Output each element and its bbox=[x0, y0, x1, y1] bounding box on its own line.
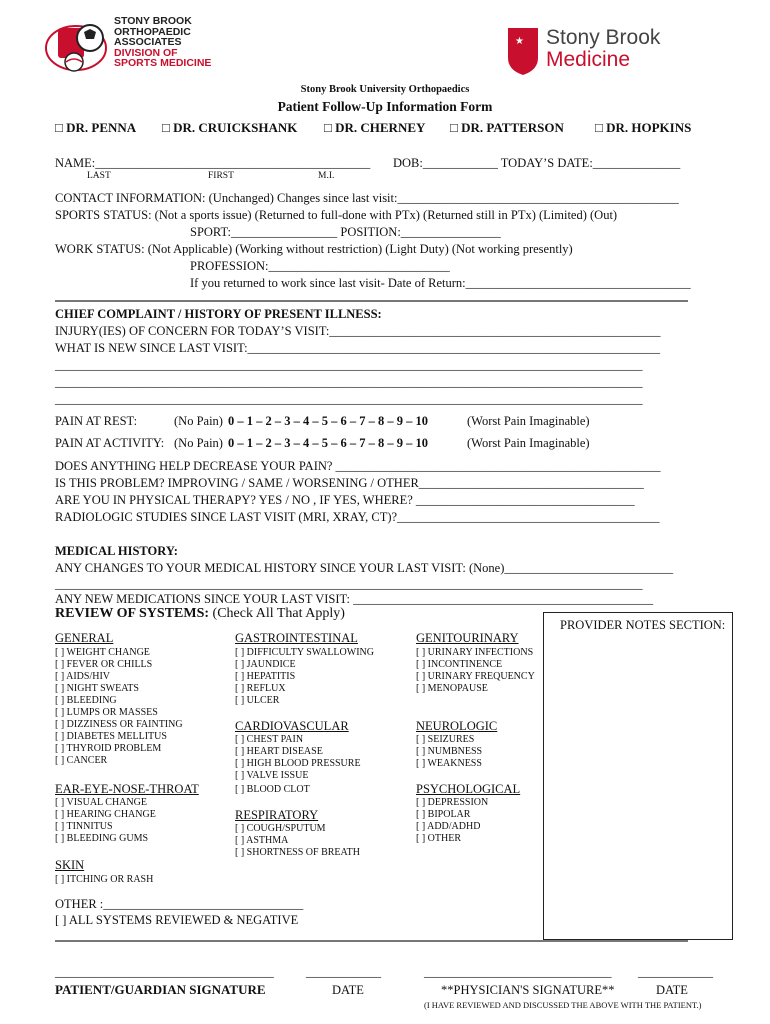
checkbox-heart-disease[interactable]: [ ] HEART DISEASE bbox=[235, 746, 323, 757]
ros-general-title: GENERAL bbox=[55, 631, 114, 645]
problem-trend-field[interactable]: IS THIS PROBLEM? IMPROVING / SAME / WORSENING / OTHER____________________________________ bbox=[55, 476, 644, 490]
return-date-field[interactable]: If you returned to work since last visit- Date of Return:____________________________________ bbox=[190, 276, 691, 290]
ros-skin-list bbox=[55, 874, 153, 886]
pain-rest-no-pain: (No Pain) bbox=[174, 414, 223, 428]
patient-date-label: DATE bbox=[332, 983, 364, 997]
stony-brook-medicine-logo bbox=[506, 26, 676, 80]
pain-rest-scale[interactable]: 0 – 1 – 2 – 3 – 4 – 5 – 6 – 7 – 8 – 9 – 10 bbox=[228, 414, 428, 428]
logo-text-line: ASSOCIATES bbox=[114, 36, 182, 48]
checkbox-difficulty-swallowing[interactable]: [ ] DIFFICULTY SWALLOWING bbox=[235, 647, 374, 658]
doctor-option-hopkins[interactable]: □ DR. HOPKINS bbox=[595, 120, 692, 135]
contact-information-field[interactable]: CONTACT INFORMATION: (Unchanged) Changes since last visit:_____________________________________________ bbox=[55, 191, 679, 205]
ros-resp-list bbox=[235, 823, 360, 859]
checkbox-night-sweats[interactable]: [ ] NIGHT SWEATS bbox=[55, 683, 139, 694]
patient-date-line[interactable]: ____________ bbox=[306, 965, 381, 979]
ros-psych-list bbox=[416, 797, 488, 845]
history-changes-field[interactable]: ANY CHANGES TO YOUR MEDICAL HISTORY SINCE YOUR LAST VISIT: (None)___________________________ bbox=[55, 561, 674, 575]
checkbox-numbness[interactable]: [ ] NUMBNESS bbox=[416, 746, 483, 757]
section-divider bbox=[55, 300, 688, 302]
logo-text-line: ORTHOPAEDIC bbox=[114, 25, 191, 38]
checkbox-diabetes[interactable]: [ ] DIABETES MELLITUS bbox=[55, 731, 167, 742]
checkbox-incontinence[interactable]: [ ] INCONTINENCE bbox=[416, 659, 503, 670]
blank-answer-line[interactable]: ______________________________________________________________________________________________ bbox=[55, 392, 643, 406]
blank-answer-line[interactable]: ______________________________________________________________________________________________ bbox=[55, 358, 643, 372]
ros-cardio-list bbox=[235, 734, 361, 796]
checkbox-weight-change[interactable]: [ ] WEIGHT CHANGE bbox=[55, 647, 150, 658]
pain-activity-label: PAIN AT ACTIVITY: bbox=[55, 436, 165, 450]
ros-skin-title: SKIN bbox=[55, 858, 85, 872]
section-divider bbox=[55, 940, 688, 942]
patient-signature-line[interactable]: ___________________________________ bbox=[55, 965, 274, 979]
checkbox-dizziness[interactable]: [ ] DIZZINESS OR FAINTING bbox=[55, 719, 183, 730]
checkbox-asthma[interactable]: [ ] ASTHMA bbox=[235, 835, 289, 846]
checkbox-fever-chills[interactable]: [ ] FEVER OR CHILLS bbox=[55, 659, 153, 670]
radiologic-studies-field[interactable]: RADIOLOGIC STUDIES SINCE LAST VISIT (MRI, XRAY, CT)?__________________________________________ bbox=[55, 510, 660, 524]
ros-heading-bold: REVIEW OF SYSTEMS: bbox=[55, 606, 210, 621]
logo-line-medicine: Medicine bbox=[546, 48, 631, 71]
dob-date-field[interactable]: DOB:____________ TODAY’S DATE:______________ bbox=[393, 156, 681, 170]
physical-therapy-field[interactable]: ARE YOU IN PHYSICAL THERAPY? YES / NO , IF YES, WHERE? ___________________________________ bbox=[55, 493, 635, 507]
name-sub-last: LAST bbox=[87, 171, 111, 181]
checkbox-seizures[interactable]: [ ] SEIZURES bbox=[416, 734, 475, 745]
doctor-option-penna[interactable]: □ DR. PENNA bbox=[55, 120, 137, 135]
checkbox-jaundice[interactable]: [ ] JAUNDICE bbox=[235, 659, 296, 670]
checkbox-bleeding-gums[interactable]: [ ] BLEEDING GUMS bbox=[55, 833, 149, 844]
ros-gu-list bbox=[416, 647, 535, 695]
checkbox-reflux[interactable]: [ ] REFLUX bbox=[235, 683, 286, 694]
pain-activity-no-pain: (No Pain) bbox=[174, 436, 223, 450]
checkbox-ulcer[interactable]: [ ] ULCER bbox=[235, 695, 280, 706]
form-title: Patient Follow-Up Information Form bbox=[277, 99, 493, 114]
checkbox-cough-sputum[interactable]: [ ] COUGH/SPUTUM bbox=[235, 823, 326, 834]
pain-activity-scale[interactable]: 0 – 1 – 2 – 3 – 4 – 5 – 6 – 7 – 8 – 9 – 10 bbox=[228, 436, 428, 450]
checkbox-add-adhd[interactable]: [ ] ADD/ADHD bbox=[416, 821, 481, 832]
ros-ent-title: EAR-EYE-NOSE-THROAT bbox=[55, 782, 199, 796]
logo-emblem-icon bbox=[44, 16, 114, 72]
chief-complaint-heading: CHIEF COMPLAINT / HISTORY OF PRESENT ILLNESS: bbox=[55, 307, 382, 321]
other-field[interactable]: OTHER :________________________________ bbox=[55, 897, 304, 911]
physician-signature-line[interactable]: ______________________________ bbox=[424, 965, 612, 979]
provider-notes-label: PROVIDER NOTES SECTION: bbox=[560, 618, 726, 632]
svg-text:★: ★ bbox=[515, 36, 524, 47]
ros-general-list bbox=[55, 647, 183, 767]
doctor-option-patterson[interactable]: □ DR. PATTERSON bbox=[450, 120, 564, 135]
physician-signature-label: **PHYSICIAN'S SIGNATURE** bbox=[441, 983, 615, 997]
checkbox-visual-change[interactable]: [ ] VISUAL CHANGE bbox=[55, 797, 147, 808]
name-sub-mi: M.I. bbox=[318, 171, 335, 181]
checkbox-chest-pain[interactable]: [ ] CHEST PAIN bbox=[235, 734, 304, 745]
checkbox-valve-issue[interactable]: [ ] VALVE ISSUE bbox=[235, 770, 309, 781]
checkbox-thyroid[interactable]: [ ] THYROID PROBLEM bbox=[55, 743, 162, 754]
checkbox-high-blood-pressure[interactable]: [ ] HIGH BLOOD PRESSURE bbox=[235, 758, 361, 769]
checkbox-depression[interactable]: [ ] DEPRESSION bbox=[416, 797, 489, 808]
blank-answer-line[interactable]: ______________________________________________________________________________________________ bbox=[55, 577, 643, 591]
logo-division-line: SPORTS MEDICINE bbox=[114, 57, 212, 69]
new-since-visit-field[interactable]: WHAT IS NEW SINCE LAST VISIT:__________________________________________________________________ bbox=[55, 341, 661, 355]
pain-activity-worst: (Worst Pain Imaginable) bbox=[467, 436, 590, 450]
checkbox-tinnitus[interactable]: [ ] TINNITUS bbox=[55, 821, 113, 832]
work-status-field[interactable]: WORK STATUS: (Not Applicable) (Working without restriction) (Light Duty) (Not working presently) bbox=[55, 242, 573, 256]
ros-neuro-title: NEUROLOGIC bbox=[416, 719, 498, 733]
checkbox-shortness-breath[interactable]: [ ] SHORTNESS OF BREATH bbox=[235, 847, 360, 858]
doctor-option-cherney[interactable]: □ DR. CHERNEY bbox=[324, 120, 426, 135]
checkbox-weakness[interactable]: [ ] WEAKNESS bbox=[416, 758, 482, 769]
blank-answer-line[interactable]: ______________________________________________________________________________________________ bbox=[55, 375, 643, 389]
checkbox-urinary-frequency[interactable]: [ ] URINARY FREQUENCY bbox=[416, 671, 535, 682]
checkbox-bipolar[interactable]: [ ] BIPOLAR bbox=[416, 809, 471, 820]
checkbox-bleeding[interactable]: [ ] BLEEDING bbox=[55, 695, 117, 706]
decrease-pain-field[interactable]: DOES ANYTHING HELP DECREASE YOUR PAIN? ____________________________________________________ bbox=[55, 459, 661, 473]
ros-psych-title: PSYCHOLOGICAL bbox=[416, 782, 521, 796]
shield-icon bbox=[506, 26, 540, 76]
checkbox-itching-rash[interactable]: [ ] ITCHING OR RASH bbox=[55, 874, 154, 885]
injury-field[interactable]: INJURY(IES) OF CONCERN FOR TODAY’S VISIT:_____________________________________________________ bbox=[55, 324, 661, 338]
name-sub-first: FIRST bbox=[208, 171, 234, 181]
ros-ent-list bbox=[55, 797, 156, 845]
ros-neuro-list bbox=[416, 734, 482, 770]
logo-division-line: DIVISION OF bbox=[114, 46, 178, 59]
medical-history-heading: MEDICAL HISTORY: bbox=[55, 544, 178, 558]
doctor-option-cruickshank[interactable]: □ DR. CRUICKSHANK bbox=[162, 120, 298, 135]
pain-rest-worst: (Worst Pain Imaginable) bbox=[467, 414, 590, 428]
checkbox-cancer[interactable]: [ ] CANCER bbox=[55, 755, 108, 766]
ros-resp-title: RESPIRATORY bbox=[235, 808, 319, 822]
physician-date-line[interactable]: ____________ bbox=[638, 965, 713, 979]
profession-field[interactable]: PROFESSION:_____________________________ bbox=[190, 259, 450, 273]
pain-rest-label: PAIN AT REST: bbox=[55, 414, 138, 428]
checkbox-psych-other[interactable]: [ ] OTHER bbox=[416, 833, 461, 844]
ros-gu-title: GENITOURINARY bbox=[416, 631, 519, 645]
physician-attestation: (I HAVE REVIEWED AND DISCUSSED THE ABOVE WITH THE PATIENT.) bbox=[424, 1000, 702, 1010]
ros-gi-title: GASTROINTESTINAL bbox=[235, 631, 358, 645]
checkbox-hepatitis[interactable]: [ ] HEPATITIS bbox=[235, 671, 296, 682]
all-systems-negative-checkbox[interactable]: [ ] ALL SYSTEMS REVIEWED & NEGATIVE bbox=[55, 913, 299, 927]
patient-signature-label: PATIENT/GUARDIAN SIGNATURE bbox=[55, 982, 266, 997]
sports-status-field[interactable]: SPORTS STATUS: (Not a sports issue) (Returned to full-done with PTx) (Returned still in PTx) (Limited) (Out) bbox=[55, 208, 618, 222]
checkbox-hearing-change[interactable]: [ ] HEARING CHANGE bbox=[55, 809, 156, 820]
checkbox-urinary-infections[interactable]: [ ] URINARY INFECTIONS bbox=[416, 647, 534, 658]
name-field[interactable]: NAME:____________________________________________ bbox=[55, 156, 371, 170]
sport-position-field[interactable]: SPORT:_________________ POSITION:________________ bbox=[190, 225, 501, 239]
physician-date-label: DATE bbox=[656, 983, 688, 997]
ros-heading bbox=[55, 606, 345, 622]
logo-text-line: STONY BROOK bbox=[114, 15, 192, 27]
new-medications-field[interactable]: ANY NEW MEDICATIONS SINCE YOUR LAST VISIT: ________________________________________________ bbox=[55, 592, 654, 606]
checkbox-aids-hiv[interactable]: [ ] AIDS/HIV bbox=[55, 671, 110, 682]
checkbox-blood-clot[interactable]: [ ] BLOOD CLOT bbox=[235, 784, 310, 795]
provider-notes-box[interactable] bbox=[543, 612, 733, 940]
ros-heading-rest: (Check All That Apply) bbox=[209, 606, 345, 621]
logo-line-stony-brook: Stony Brook bbox=[546, 26, 661, 49]
checkbox-lumps-masses[interactable]: [ ] LUMPS OR MASSES bbox=[55, 707, 158, 718]
institution-name: Stony Brook University Orthopaedics bbox=[300, 84, 470, 95]
checkbox-menopause[interactable]: [ ] MENOPAUSE bbox=[416, 683, 488, 694]
sboa-logo bbox=[44, 15, 212, 72]
ros-gi-list bbox=[235, 647, 374, 707]
ros-cardio-title: CARDIOVASCULAR bbox=[235, 719, 349, 733]
